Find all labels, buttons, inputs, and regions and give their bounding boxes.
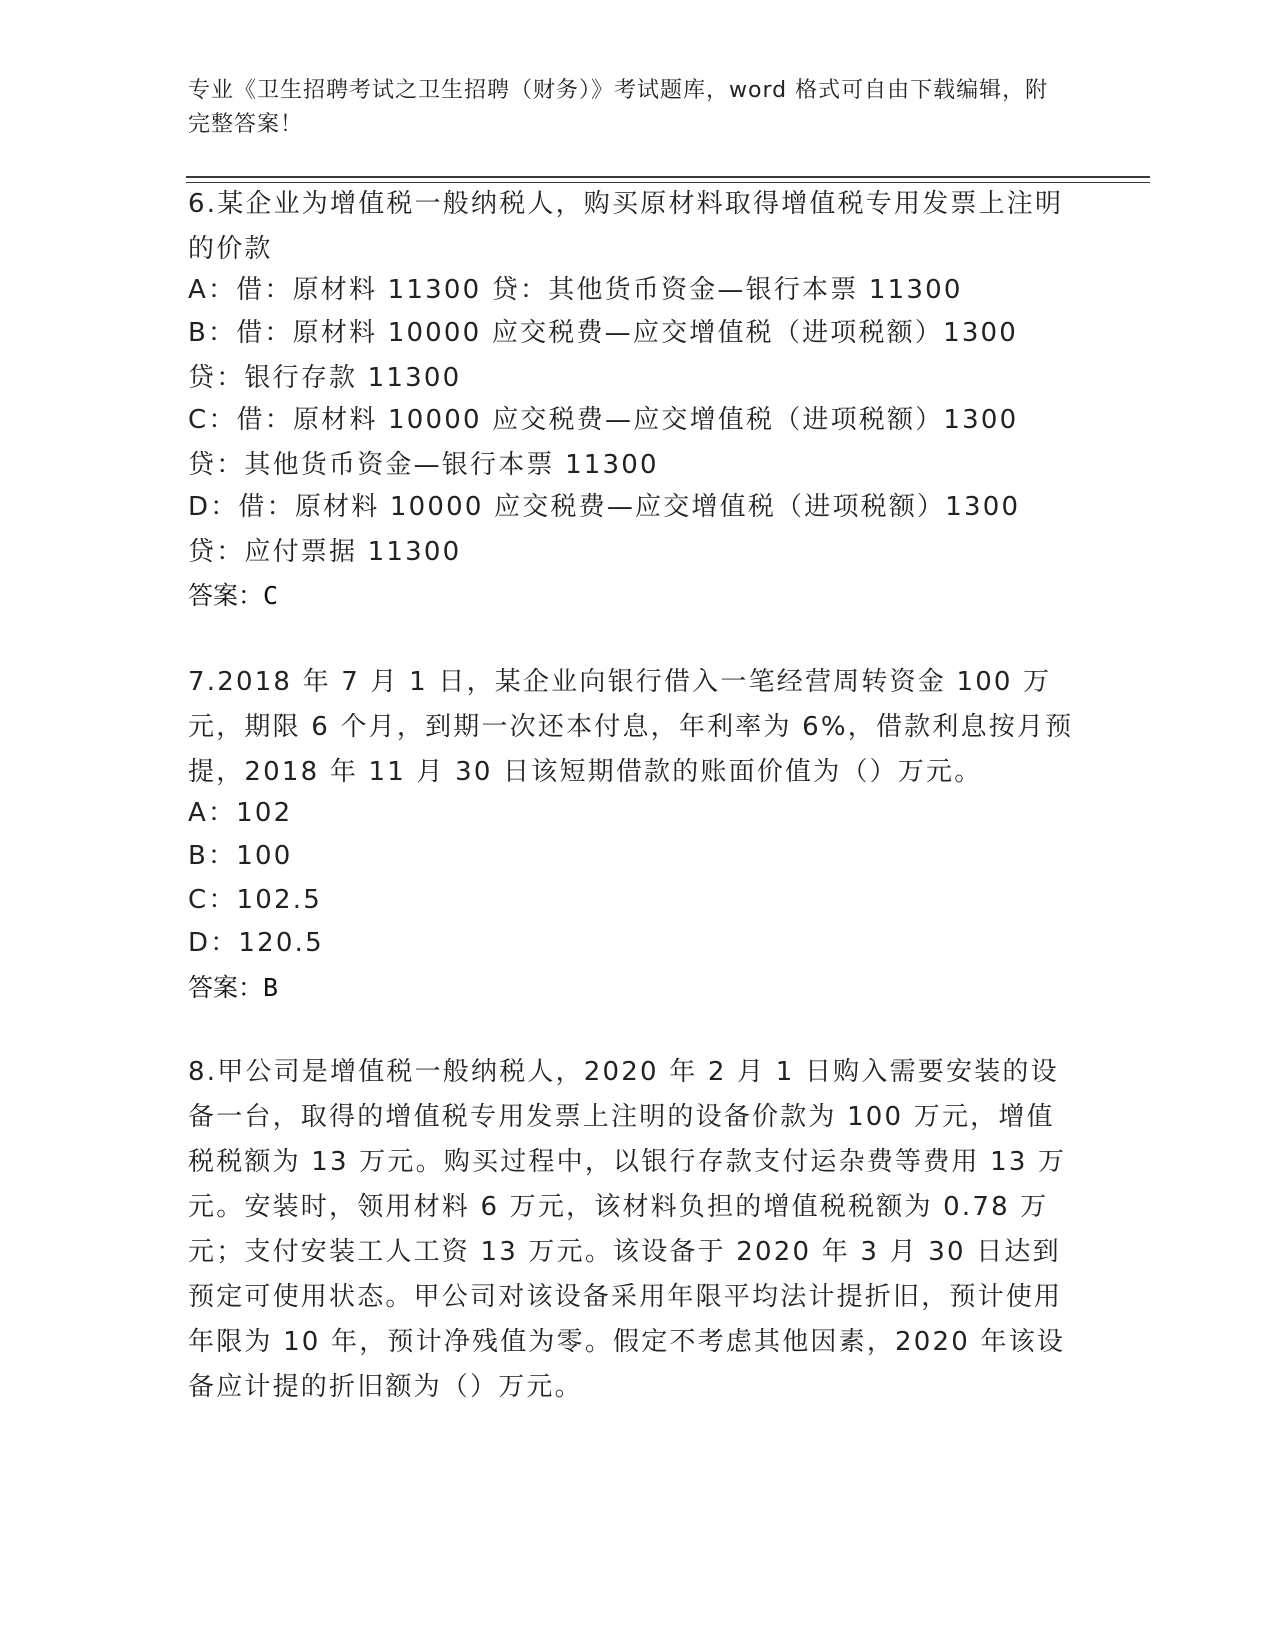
question-7-stem: 7.2018 年 7 月 1 日，某企业向银行借入一笔经营周转资金 100 万元，期限 6 个月，到期一次还本付息，年利率为 6%，借款利息按月预提，2018 年 11 月 30 日该短期借款的账面价值为（）万元。 <box>188 667 1074 787</box>
question-7-option-c: C：102.5 <box>188 885 322 915</box>
question-6-answer: 答案：C <box>188 581 279 610</box>
question-6-option-a: A：借：原材料 11300 贷：其他货币资金—银行本票 11300 <box>188 275 963 305</box>
question-6-stem: 6.某企业为增值税一般纳税人，购买原材料取得增值税专用发票上注明的价款 <box>188 189 1064 264</box>
question-6-option-d: D：借：原材料 10000 应交税费—应交增值税（进项税额）1300 贷：应付票据 11300 <box>188 492 1021 567</box>
document-header: 专业《卫生招聘考试之卫生招聘（财务）》考试题库，word 格式可自由下载编辑，附完整答案！ <box>188 78 1049 137</box>
question-6-option-c: C：借：原材料 10000 应交税费—应交增值税（进项税额）1300 贷：其他货币资金—银行本票 11300 <box>188 405 1019 480</box>
header-divider-thick <box>186 176 1150 178</box>
question-8-stem: 8.甲公司是增值税一般纳税人，2020 年 2 月 1 日购入需要安装的设备一台，取得的增值税专用发票上注明的设备价款为 100 万元，增值税税额为 13 万元。购买过程中，以银行存款支付运杂费等费用 13 万元。安装时，领用材料 6 万元，该材料负担的增值税税额为 0.78 万元；支付安装工人工资 13 万元。该设备于 2020 年 3 月 30 日达到预定可使用状态。甲公司对该设备采用年限平均法计提折旧，预计使用年限为 10 年，预计净残值为零。假定不考虑其他因素，2020 年该设备应计提的折旧额为（）万元。 <box>188 1057 1067 1402</box>
question-7-option-a: A：102 <box>188 798 293 828</box>
question-7-answer: 答案：B <box>188 973 279 1002</box>
question-6-option-b: B：借：原材料 10000 应交税费—应交增值税（进项税额）1300 贷：银行存款 11300 <box>188 318 1019 393</box>
question-7-option-d: D：120.5 <box>188 928 324 958</box>
question-7-option-b: B：100 <box>188 841 293 871</box>
